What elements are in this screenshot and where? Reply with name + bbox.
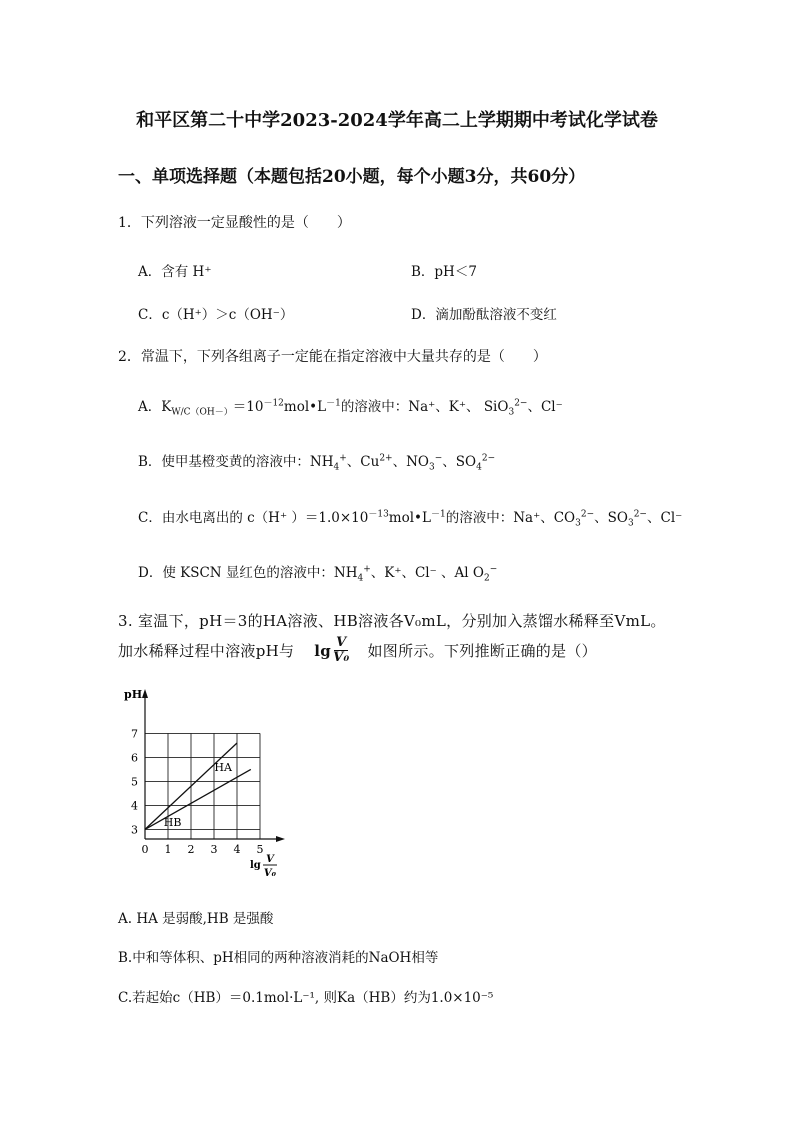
y-tick-label: 7 xyxy=(131,727,138,741)
q3-option-b: B.中和等体积、pH相同的两种溶液消耗的NaOH相等 xyxy=(118,950,439,966)
y-axis-label: pH xyxy=(124,688,143,701)
ph-dilution-chart xyxy=(110,684,300,880)
question-3-line-2: 加水稀释过程中溶液pH与 lg $\frac{V}{\text{V₀}}$ 如图所示。下列推断正确的是（） xyxy=(118,635,597,665)
chart-grid xyxy=(145,733,260,839)
x-label-den: V₀ xyxy=(263,868,277,879)
y-tick-label: 3 xyxy=(131,823,138,837)
x-tick-label: 3 xyxy=(210,843,218,856)
series-label-ha: HA xyxy=(214,761,232,774)
question-2-stem: 2．常温下，下列各组离子一定能在指定溶液中大量共存的是（ ） xyxy=(118,349,547,365)
question-3-line-1: 3. 室温下，pH＝3的HA溶液、HB溶液各V₀mL，分别加入蒸馏水稀释至VmL。 xyxy=(118,612,666,630)
q2-option-a: A．$K_{W/C(OH-)}=10^{-12}mol•L^{-1}$的溶液中：Na⁺、K⁺、 SiO$_3^{2-}$、Cl⁻ xyxy=(138,398,563,418)
y-tick-label: 5 xyxy=(131,775,138,789)
x-tick-label: 2 xyxy=(187,843,195,856)
y-axis-arrow xyxy=(142,689,148,698)
x-axis-arrow xyxy=(276,836,285,842)
q2-option-b: B．使甲基橙变黄的溶液中：$NH_4^+$、$Cu^{2+}$、$NO_3^-$、$SO_4^{2-}$ xyxy=(138,453,496,473)
y-tick-label: 6 xyxy=(131,751,138,765)
chart-series xyxy=(145,743,251,829)
x-tick-label: 0 xyxy=(141,843,149,856)
x-label-lg: lg xyxy=(250,860,261,871)
y-tick-label: 4 xyxy=(131,799,138,813)
page-title: 和平区第二十中学2023-2024学年高二上学期期中考试化学试卷 xyxy=(136,110,658,131)
x-tick-label: 5 xyxy=(256,843,264,856)
q1-option-d: D．滴加酚酞溶液不变红 xyxy=(411,307,557,323)
fraction-v-over-v0: $\frac{V}{\text{V₀}}$ xyxy=(333,635,350,665)
q1-option-a: A．含有 H⁺ xyxy=(138,264,212,280)
q1-option-c: C．c（H⁺）＞c（OH⁻） xyxy=(138,307,294,323)
series-line-hb xyxy=(145,769,251,829)
series-label-hb: HB xyxy=(163,816,182,830)
q3-option-a: A. HA 是弱酸,HB 是强酸 xyxy=(118,911,274,927)
q2-option-d: D．使 KSCN 显红色的溶液中：$NH_4^+$、K⁺、Cl⁻ 、Al $O_2^-$ xyxy=(138,564,498,584)
x-label-num: V xyxy=(266,854,274,865)
q3-option-c: C.若起始c（HB）＝0.1mol·L⁻¹, 则Ka（HB）约为1.0×10⁻⁵ xyxy=(118,990,494,1006)
chart-labels xyxy=(124,688,277,879)
q1-option-b: B．pH＜7 xyxy=(411,264,477,280)
section-heading: 一、单项选择题（本题包括20小题，每个小题3分，共60分） xyxy=(118,167,586,187)
q2-option-c: C．由水电离出的 c（H⁺ ）$=1.0\times 10^{-13}mol•L^{-1}$的溶液中：Na⁺、$CO_3^{2-}$、$SO_3^{2-}$、Cl⁻ xyxy=(138,509,683,529)
x-tick-label: 4 xyxy=(233,843,241,856)
ion-sio3: SiO$_3^{2-}$ xyxy=(483,398,528,418)
question-1-stem: 1．下列溶液一定显酸性的是（ ） xyxy=(118,215,351,231)
x-axis-label xyxy=(250,854,277,879)
x-tick-label: 1 xyxy=(164,843,172,856)
